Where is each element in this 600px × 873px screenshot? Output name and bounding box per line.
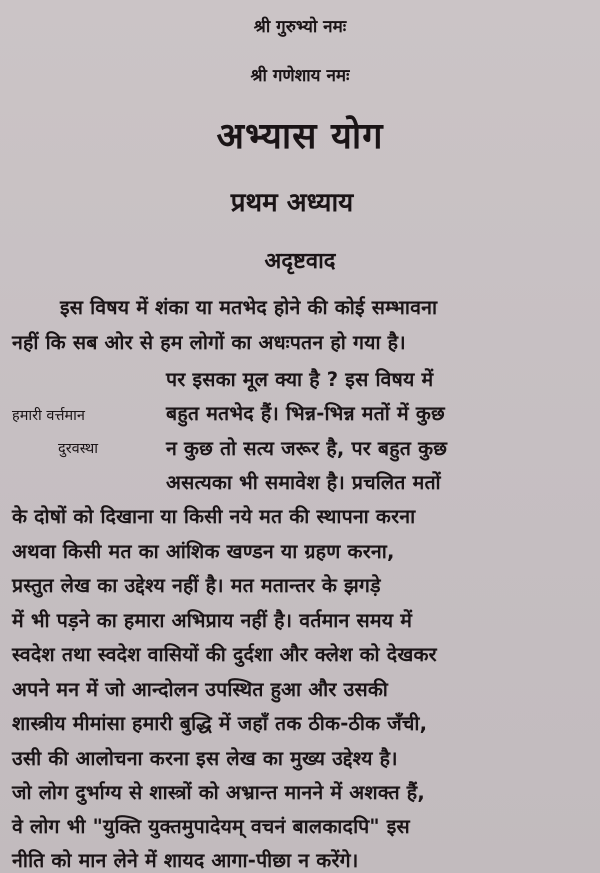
paragraph-line: प्रस्तुत लेख का उद्देश्य नहीं है। मत मतान्तर के झगड़े	[12, 574, 381, 597]
paragraph-line: नहीं कि सब ओर से हम लोगों का अधःपतन हो गया है।	[12, 331, 406, 354]
paragraph-line: असत्यका भी समावेश है। प्रचलित मतों	[166, 471, 441, 494]
chapter-heading: प्रथम अध्याय	[230, 188, 354, 218]
invocation-ganesha: श्री गणेशाय नमः	[250, 66, 350, 86]
paragraph-line: स्वदेश तथा स्वदेश वासियों की दुर्दशा और क्लेश को देखकर	[12, 643, 437, 666]
paragraph-line: में भी पड़ने का हमारा अभिप्राय नहीं है। वर्तमान समय में	[12, 609, 413, 632]
paragraph-line: अथवा किसी मत का आंशिक खण्डन या ग्रहण करना,	[12, 540, 395, 563]
paragraph-line: नीति को मान लेने में शायद आगा-पीछा न करेंगे।	[12, 849, 359, 872]
paragraph-line: वे लोग भी "युक्ति युक्तमुपादेयम् वचनं बालकादपि" इस	[12, 815, 410, 838]
paragraph-line: जो लोग दुर्भाग्य से शास्त्रों को अभ्रान्त मानने में अशक्त हैं,	[12, 781, 425, 804]
paragraph-line: पर इसका मूल क्या है ? इस विषय में	[166, 368, 434, 391]
paragraph-line: न कुछ तो सत्य जरूर है, पर बहुत कुछ	[166, 437, 448, 460]
paragraph-line: इस विषय में शंका या मतभेद होने की कोई सम्भावना	[60, 296, 438, 319]
paragraph-line: के दोषों को दिखाना या किसी नये मत की स्थापना करना	[12, 505, 416, 528]
paragraph-line: अपने मन में जो आन्दोलन उपस्थित हुआ और उसकी	[12, 678, 389, 701]
paragraph-line: शास्त्रीय मीमांसा हमारी बुद्धि में जहाँ तक ठीक-ठीक जँची,	[12, 712, 428, 735]
margin-note-line1: हमारी वर्त्तमान	[12, 408, 85, 424]
margin-note-line2: दुरवस्था	[58, 441, 99, 457]
paragraph-line: उसी की आलोचना करना इस लेख का मुख्य उद्देश्य है।	[12, 747, 398, 770]
book-title: अभ्यास योग	[216, 116, 384, 157]
paragraph-line: बहुत मतभेद हैं। भिन्न-भिन्न मतों में कुछ	[166, 402, 445, 425]
invocation-guru: श्री गुरुभ्यो नमः	[253, 17, 347, 37]
section-subtitle: अदृष्टवाद	[264, 249, 336, 274]
